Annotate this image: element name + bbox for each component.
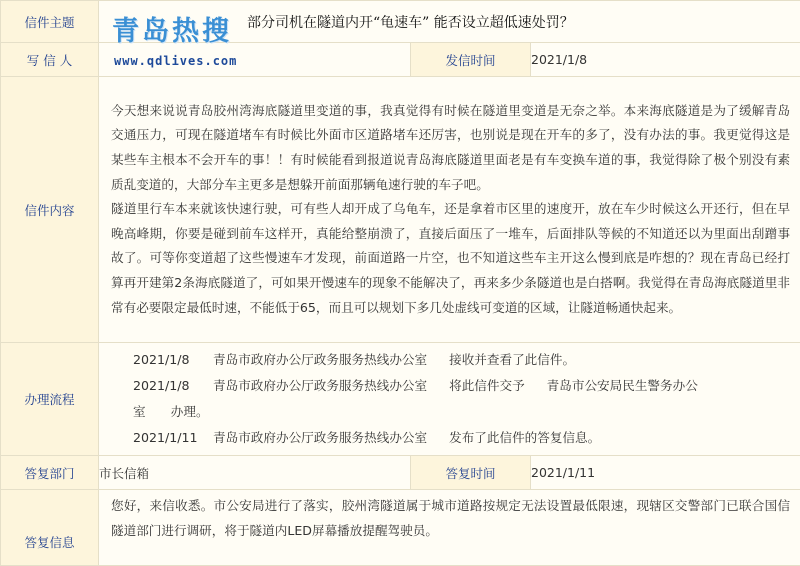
writer-label: 写 信 人 — [1, 43, 99, 77]
step-date: 2021/1/8 — [133, 352, 190, 367]
site-logo: 青岛热搜 — [112, 16, 232, 47]
reply-row — [1, 490, 800, 566]
process-step — [111, 347, 790, 373]
subject-label: 信件主题 — [1, 1, 99, 43]
reply-dept-label: 答复部门 — [1, 456, 99, 490]
letter-content — [99, 91, 800, 328]
step-action: 将此信件交予 — [449, 378, 525, 393]
step-date: 2021/1/8 — [133, 378, 190, 393]
sent-time-value: 2021/1/8 — [531, 43, 800, 77]
step-action: 发布了此信件的答复信息。 — [449, 430, 601, 445]
reply-meta-row — [1, 456, 800, 490]
process-list — [99, 343, 800, 455]
reply-time-value: 2021/1/11 — [531, 456, 800, 490]
process-step-wrap — [111, 399, 790, 425]
reply-text: 您好，来信收悉。市公安局进行了落实，胶州湾隧道属于城市道路按规定无法设置最低限速，现辖区交警部门已联合国信隧道部门进行调研，将于隧道内LED屏幕播放提醒驾驶员。 — [111, 498, 791, 538]
content-cell — [99, 77, 800, 343]
process-cell — [99, 343, 800, 456]
sent-time-label: 发信时间 — [411, 43, 531, 77]
step-date: 2021/1/11 — [133, 430, 198, 445]
step-action: 接收并查看了此信件。 — [449, 352, 576, 367]
step-office: 青岛市政府办公厅政务服务热线办公室 — [213, 378, 428, 393]
site-url: www.qdlives.com — [114, 54, 238, 68]
step-target-wrap: 室 办理。 — [133, 404, 209, 419]
step-office: 青岛市政府办公厅政务服务热线办公室 — [213, 430, 428, 445]
process-label: 办理流程 — [1, 343, 99, 456]
step-target: 青岛市公安局民生警务办公 — [546, 378, 698, 393]
content-paragraph: 今天想来说说青岛胶州湾海底隧道里变道的事，我真觉得有时候在隧道里变道是无奈之举。本来海底隧道是为了缓解青岛交通压力，可现在隧道堵车有时候比外面市区道路堵车还厉害，也别说是现在开车的多了，没有办法的事。我更觉得这是某些车主根本不会开车的事！！有时候能看到报道说青岛海底隧道里面老是有车变换车道的事，我觉得除了极个别没有素质乱变道的，大部分车主更多是想躲开前面那辆龟速行驶的车子吧。 — [111, 102, 791, 192]
content-paragraph: 隧道里行车本来就该快速行驶，可有些人却开成了乌龟车，还是拿着市区里的速度开，放在车少时候这么开还行，但在早晚高峰期，你要是碰到前车这样开，真能给整崩溃了，直接后面压了一堆车，后面排队等候的不知道还以为里面出刮蹭事故了。可等你变道超了这些慢速车才发现，前面道路一片空，也不知道这些车主开这么慢到底是咋想的？现在青岛已经打算再开建第2条海底隧道了，可如果开慢速车的现象不能解决了，再来多少条隧道也是白搭啊。我觉得在青岛海底隧道里非常有必要限定最低时速，不能低于65，而且可以规划下多几处虚线可变道的区域，让隧道畅通快起来。 — [111, 201, 791, 315]
reply-time-label: 答复时间 — [411, 456, 531, 490]
process-row — [1, 343, 800, 456]
content-label: 信件内容 — [1, 77, 99, 343]
reply-dept-value: 市长信箱 — [99, 456, 411, 490]
reply-cell — [99, 490, 800, 566]
letter-subject: 部分司机在隧道内开“龟速车” 能否设立超低速处罚？ — [247, 14, 574, 31]
process-step — [111, 373, 790, 399]
step-office: 青岛市政府办公厅政务服务热线办公室 — [213, 352, 428, 367]
content-row — [1, 77, 800, 343]
process-step — [111, 425, 790, 451]
reply-label: 答复信息 — [1, 490, 99, 566]
